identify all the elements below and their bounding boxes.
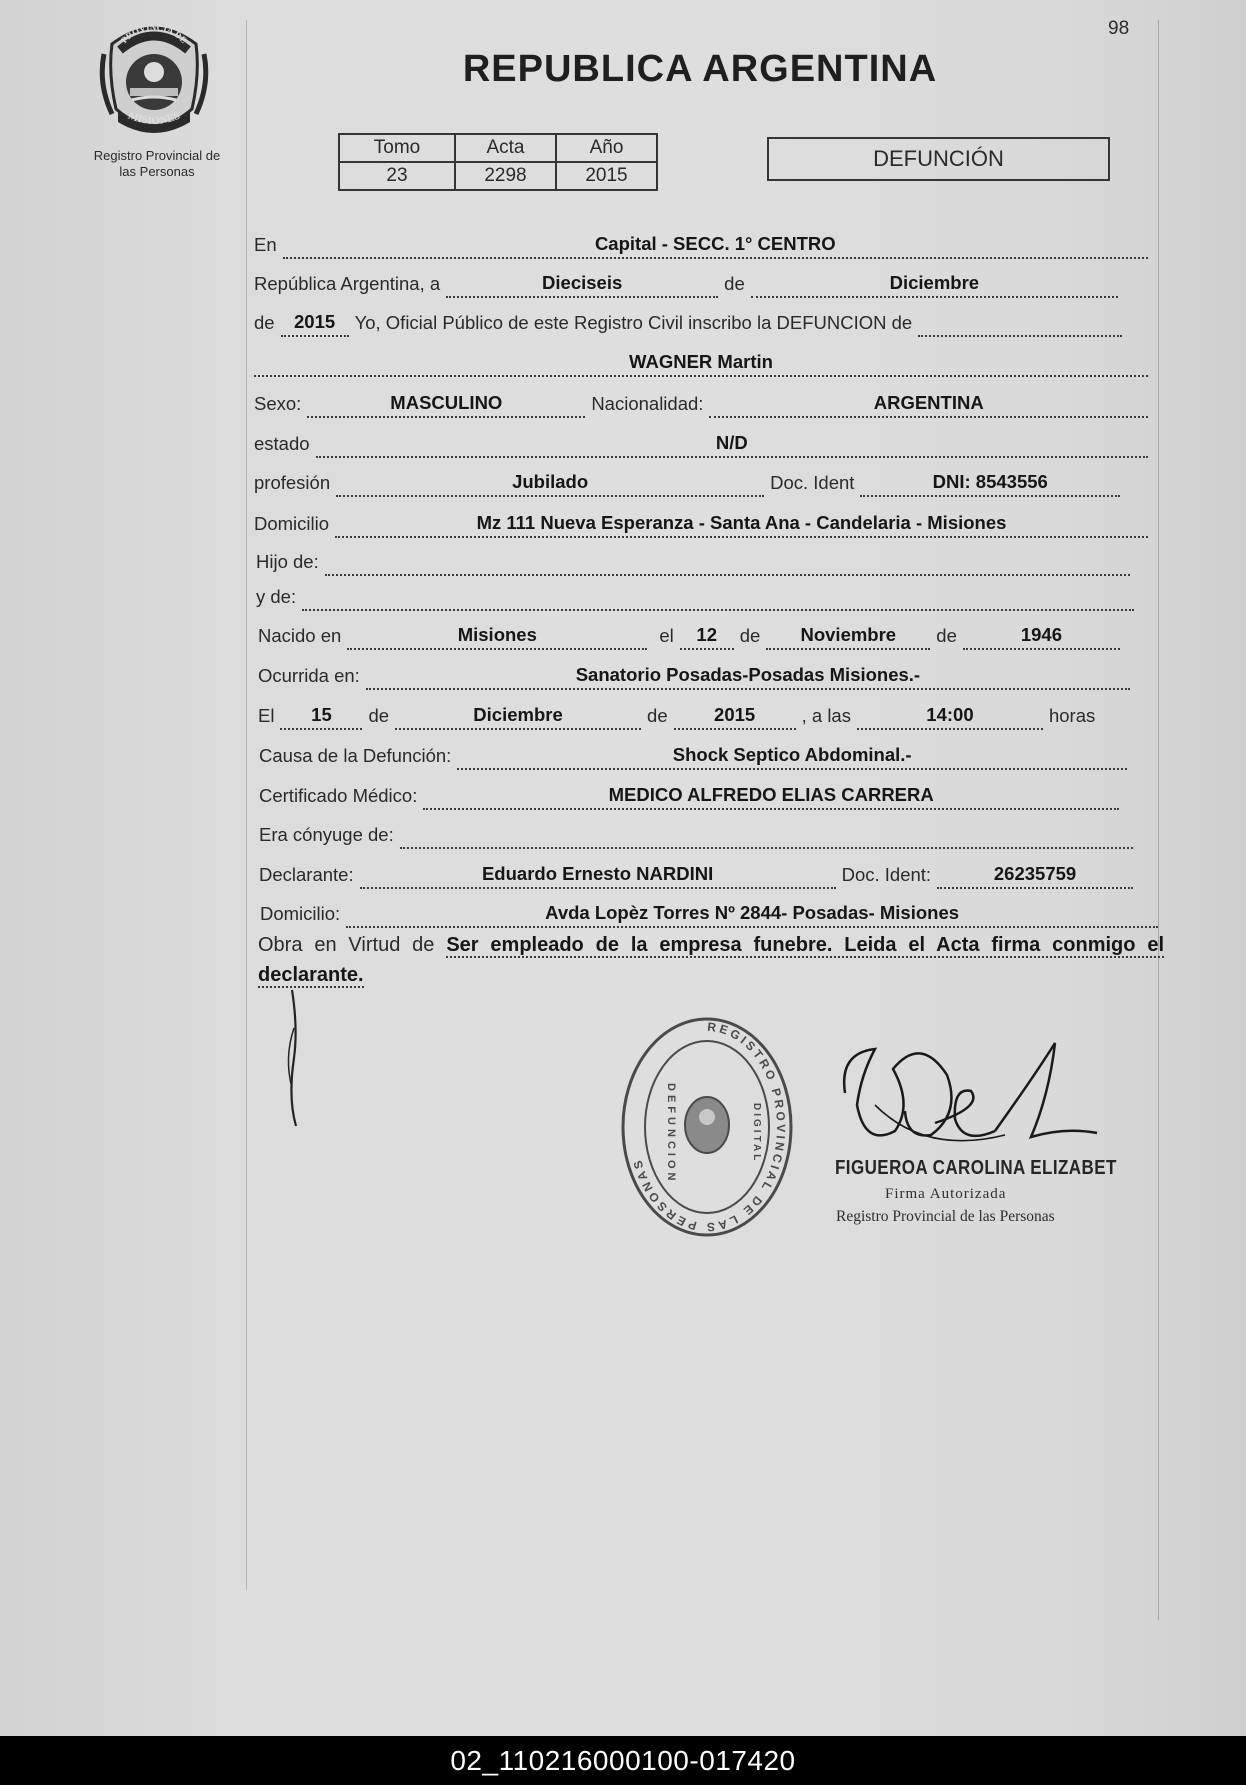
- birth-de2-label: de: [936, 625, 957, 646]
- sexo-field: MASCULINO: [307, 388, 585, 418]
- nacionalidad-field: ARGENTINA: [709, 388, 1148, 418]
- official-stamp: [616, 1013, 798, 1243]
- row-causa: [259, 740, 1133, 770]
- margin-rule-right: [1158, 20, 1159, 1620]
- row-profesion: [254, 467, 1126, 497]
- svg-text:MISIONES: MISIONES: [126, 109, 182, 128]
- signer-role: Firma Autorizada: [885, 1186, 1007, 1202]
- declarante-field: Eduardo Ernesto NARDINI: [360, 859, 836, 889]
- tomo-header: Tomo: [339, 134, 455, 162]
- row-sexo: [254, 388, 1154, 418]
- row-death-date: [258, 700, 1158, 730]
- domicilio2-label: Domicilio:: [260, 903, 341, 924]
- horas-label: horas: [1048, 705, 1096, 726]
- conyuge-field: [400, 819, 1133, 849]
- row-ocurrida: [258, 660, 1136, 690]
- doc-label: Doc. Ident: [770, 472, 855, 493]
- svg-text:DEFUNCION: DEFUNCION: [665, 1083, 677, 1185]
- hijo-label: Hijo de:: [256, 551, 319, 572]
- page-title: REPUBLICA ARGENTINA: [462, 48, 938, 90]
- republica-label: República Argentina, a: [254, 273, 441, 294]
- certificado-label: Certificado Médico:: [259, 785, 418, 806]
- alas-label: , a las: [801, 705, 851, 726]
- doc2-field: 26235759: [937, 859, 1133, 889]
- row-domicilio2: [260, 898, 1164, 928]
- year-field: 2015: [281, 307, 349, 337]
- row-republica: [254, 268, 1124, 298]
- row-yde: [256, 581, 1140, 611]
- yde-field: [302, 581, 1134, 611]
- birth-de1-label: de: [739, 625, 761, 646]
- record-type-box: DEFUNCIÓN: [767, 137, 1110, 181]
- doc-field: DNI: 8543556: [860, 467, 1120, 497]
- death-de1-label: de: [368, 705, 390, 726]
- acta-value: 2298: [455, 162, 556, 190]
- register-table-value-row: [339, 162, 657, 190]
- row-estado: [254, 428, 1154, 458]
- certificado-field: MEDICO ALFREDO ELIAS CARRERA: [423, 780, 1119, 810]
- profesion-label: profesión: [254, 472, 331, 493]
- estado-label: estado: [254, 433, 310, 454]
- birth-month-field: Noviembre: [766, 620, 930, 650]
- acta-header: Acta: [455, 134, 556, 162]
- registry-caption: [62, 148, 252, 180]
- day-word-field: Dieciseis: [446, 268, 718, 298]
- death-de2-label: de: [647, 705, 668, 726]
- ocurrida-field: Sanatorio Posadas-Posadas Misiones.-: [366, 660, 1130, 690]
- signature-graphic: [835, 1035, 1100, 1165]
- row-nacido: [258, 620, 1126, 650]
- obra-field: Ser empleado de la empresa funebre. Leida el Acta firma conmigo el declarante.: [258, 934, 1165, 986]
- month-field: Diciembre: [751, 268, 1118, 298]
- doc2-label: Doc. Ident:: [841, 864, 932, 885]
- anio-header: Año: [556, 134, 657, 162]
- registry-caption-line1: Registro Provincial de: [93, 148, 221, 163]
- register-table-header-row: [339, 134, 657, 162]
- official-text: Yo, Oficial Público de este Registro Civil inscribo la DEFUNCION de: [354, 312, 913, 333]
- domicilio2-field: Avda Lopèz Torres Nº 2844- Posadas- Misiones: [346, 898, 1158, 928]
- tomo-value: 23: [339, 162, 455, 190]
- official-text-blank: [918, 307, 1122, 337]
- el-label: el: [659, 625, 674, 646]
- row-certificado: [259, 780, 1125, 810]
- domicilio-field: Mz 111 Nueva Esperanza - Santa Ana - Candelaria - Misiones: [335, 508, 1148, 538]
- deceased-name-field: WAGNER Martin: [254, 347, 1148, 377]
- el2-label: El: [258, 705, 275, 726]
- domicilio-label: Domicilio: [254, 513, 330, 534]
- anio-value: 2015: [556, 162, 657, 190]
- profesion-field: Jubilado: [336, 467, 764, 497]
- causa-label: Causa de la Defunción:: [259, 745, 452, 766]
- margin-rule-left: [246, 20, 247, 1590]
- death-day-field: 15: [280, 700, 362, 730]
- handwritten-initial-mark: [278, 988, 308, 1128]
- hijo-field: [325, 546, 1130, 576]
- declarante-label: Declarante:: [259, 864, 354, 885]
- signer-organization: Registro Provincial de las Personas: [836, 1208, 1055, 1225]
- row-declarante: [259, 859, 1139, 889]
- row-hijo: [256, 546, 1136, 576]
- yde-label: y de:: [256, 586, 297, 607]
- row-year: [254, 307, 1128, 337]
- nacido-label: Nacido en: [258, 625, 342, 646]
- death-year-field: 2015: [674, 700, 796, 730]
- row-domicilio: [254, 508, 1154, 538]
- document-id-footer: 02_110216000100-017420: [0, 1736, 1246, 1785]
- birth-day-field: 12: [680, 620, 734, 650]
- ocurrida-label: Ocurrida en:: [258, 665, 360, 686]
- svg-text:REGISTRO PROVINCIAL DE LAS PER: REGISTRO PROVINCIAL DE LAS PERSONAS: [629, 1019, 789, 1235]
- obra-label: Obra en Virtud de: [258, 934, 435, 956]
- signer-name: FIGUEROA CAROLINA ELIZABET: [835, 1157, 1117, 1179]
- row-en: [254, 229, 1154, 259]
- estado-field: N/D: [316, 428, 1148, 458]
- death-time-field: 14:00: [857, 700, 1043, 730]
- sexo-label: Sexo:: [254, 393, 302, 414]
- nacionalidad-label: Nacionalidad:: [591, 393, 704, 414]
- year-prefix-label: de: [254, 312, 275, 333]
- obra-en-virtud-paragraph: [258, 930, 1164, 990]
- registry-caption-line2: las Personas: [119, 164, 195, 179]
- svg-text:PROVINCIA DE: PROVINCIA DE: [118, 22, 190, 46]
- death-month-field: Diciembre: [395, 700, 641, 730]
- en-field: Capital - SECC. 1° CENTRO: [283, 229, 1148, 259]
- conyuge-label: Era cónyuge de:: [259, 824, 394, 845]
- nacido-en-field: Misiones: [347, 620, 647, 650]
- svg-text:DIGITAL: DIGITAL: [751, 1103, 762, 1164]
- register-table: [338, 133, 658, 191]
- birth-year-field: 1946: [963, 620, 1120, 650]
- row-deceased-name: [254, 347, 1154, 377]
- en-label: En: [254, 234, 277, 255]
- causa-field: Shock Septico Abdominal.-: [457, 740, 1127, 770]
- page-number: 98: [1108, 18, 1130, 39]
- de-label: de: [724, 273, 745, 294]
- row-conyuge: [259, 819, 1139, 849]
